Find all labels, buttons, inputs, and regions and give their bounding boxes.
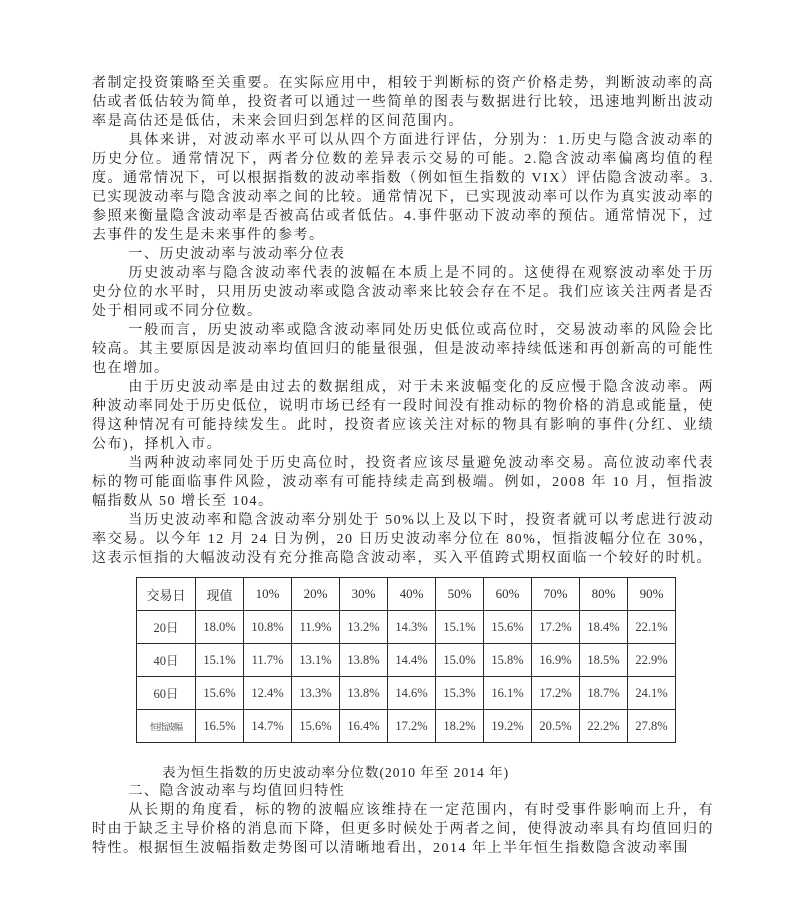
column-header: 90% (628, 578, 676, 611)
table-cell: 17.2% (532, 611, 580, 644)
paragraph: 一般而言，历史波动率或隐含波动率同处历史低位或高位时，交易波动率的风险会比较高。其主要原因是波动率均值回归的能量很强，但是波动率持续低迷和再创新高的可能性也在增加。 (92, 323, 714, 376)
text-block-top (92, 74, 714, 568)
column-header: 80% (580, 578, 628, 611)
paragraph: 当历史波动率和隐含波动率分别处于 50%以上及以下时，投资者就可以考虑进行波动率交易。以今年 12 月 24 日为例，20 日历史波动率分位在 80%，恒指波幅分位在 30%，这表示恒指的大幅波动没有充分推高隐含波动率，买入平值跨式期权面临一个较好的时机。 (92, 513, 714, 566)
paragraph: 者制定投资策略至关重要。在实际应用中，相较于判断标的资产价格走势，判断波动率的高估或者低估较为简单，投资者可以通过一些简单的图表与数据进行比较，迅速地判断出波动率是高估还是低估，未来会回归到怎样的区间范围内。 (92, 76, 714, 129)
table-cell: 14.4% (388, 644, 436, 677)
table-cell: 12.4% (244, 677, 292, 710)
table-row (137, 611, 676, 644)
table-row (137, 677, 676, 710)
table-cell: 18.7% (580, 677, 628, 710)
header-row (137, 578, 676, 611)
table-cell: 10.8% (244, 611, 292, 644)
table-cell: 15.6% (484, 611, 532, 644)
column-header: 交易日 (137, 578, 196, 611)
table-cell: 13.1% (292, 644, 340, 677)
column-header: 70% (532, 578, 580, 611)
table-cell: 18.0% (196, 611, 244, 644)
table-cell: 14.7% (244, 710, 292, 743)
paragraph: 当两种波动率同处于历史高位时，投资者应该尽量避免波动率交易。高位波动率代表标的物可能面临事件风险，波动率有可能持续走高到极端。例如，2008 年 10 月，恒指波幅指数从 50 增长至 104。 (92, 456, 714, 509)
percentile-table (136, 577, 676, 743)
table-cell: 16.4% (340, 710, 388, 743)
percentile-table-head (137, 578, 676, 611)
table-cell: 15.1% (436, 611, 484, 644)
table-cell: 18.4% (580, 611, 628, 644)
table-cell: 16.5% (196, 710, 244, 743)
table-cell: 14.6% (388, 677, 436, 710)
table-cell: 13.8% (340, 677, 388, 710)
table-cell: 15.0% (436, 644, 484, 677)
table-cell: 11.7% (244, 644, 292, 677)
table-cell: 24.1% (628, 677, 676, 710)
table-cell: 17.2% (388, 710, 436, 743)
paragraph: 从长期的角度看，标的物的波幅应该维持在一定范围内，有时受事件影响而上升，有时由于缺乏主导价格的消息而下降，但更多时候处于两者之间，使得波动率具有均值回归的特性。根据恒生波幅指数走势图可以清晰地看出，2014 年上半年恒生指数隐含波动率围 (92, 803, 714, 856)
table-cell: 13.8% (340, 644, 388, 677)
table-cell: 13.2% (340, 611, 388, 644)
table-row (137, 644, 676, 677)
table-caption: 表为恒生指数的历史波动率分位数(2010 年至 2014 年) (162, 765, 510, 780)
paragraph: 历史波动率与隐含波动率代表的波幅在本质上是不同的。这使得在观察波动率处于历史分位的水平时，只用历史波动率或隐含波动率来比较会存在不足。我们应该关注两者是否处于相同或不同分位数。 (92, 266, 714, 319)
table-cell: 18.2% (436, 710, 484, 743)
table-cell: 16.1% (484, 677, 532, 710)
document-page (92, 74, 714, 858)
section-heading: 一、历史波动率与波动率分位表 (128, 247, 346, 262)
table-cell: 16.9% (532, 644, 580, 677)
table-row (137, 710, 676, 743)
text-block-bottom (92, 763, 714, 858)
table-cell: 15.3% (436, 677, 484, 710)
percentile-table-body (137, 611, 676, 743)
table-cell: 15.6% (292, 710, 340, 743)
table-cell: 22.1% (628, 611, 676, 644)
row-label: 60日 (137, 677, 196, 710)
column-header: 50% (436, 578, 484, 611)
row-label: 20日 (137, 611, 196, 644)
table-cell: 27.8% (628, 710, 676, 743)
table-cell: 19.2% (484, 710, 532, 743)
column-header: 现值 (196, 578, 244, 611)
column-header: 40% (388, 578, 436, 611)
paragraph: 由于历史波动率是由过去的数据组成，对于未来波幅变化的反应慢于隐含波动率。两种波动率同处于历史低位，说明市场已经有一段时间没有推动标的物价格的消息或能量，使得这种情况有可能持续发生。此时，投资者应该关注对标的物具有影响的事件(分红、业绩公布)，择机入市。 (92, 380, 714, 452)
table-cell: 15.1% (196, 644, 244, 677)
column-header: 30% (340, 578, 388, 611)
paragraph: 具体来讲，对波动率水平可以从四个方面进行评估，分别为：1.历史与隐含波动率的历史分位。通常情况下，两者分位数的差异表示交易的可能。2.隐含波动率偏离均值的程度。通常情况下，可以根据指数的波动率指数（例如恒生指数的 VIX）评估隐含波动率。3.已实现波动率与隐含波动率之间的比较。通常情况下，已实现波动率可以作为真实波动率的参照来衡量隐含波动率是否被高估或者低估。4.事件驱动下波动率的预估。通常情况下，过去事件的发生是未来事件的参考。 (92, 133, 714, 243)
table-cell: 20.5% (532, 710, 580, 743)
column-header: 10% (244, 578, 292, 611)
table-cell: 11.9% (292, 611, 340, 644)
column-header: 60% (484, 578, 532, 611)
table-cell: 15.8% (484, 644, 532, 677)
table-cell: 17.2% (532, 677, 580, 710)
table-cell: 15.6% (196, 677, 244, 710)
row-label: 恒指波幅 (137, 710, 196, 743)
table-cell: 22.9% (628, 644, 676, 677)
table-cell: 14.3% (388, 611, 436, 644)
column-header: 20% (292, 578, 340, 611)
row-label: 40日 (137, 644, 196, 677)
table-cell: 13.3% (292, 677, 340, 710)
table-cell: 18.5% (580, 644, 628, 677)
table-cell: 22.2% (580, 710, 628, 743)
section-heading: 二、隐含波动率与均值回归特性 (128, 784, 346, 799)
